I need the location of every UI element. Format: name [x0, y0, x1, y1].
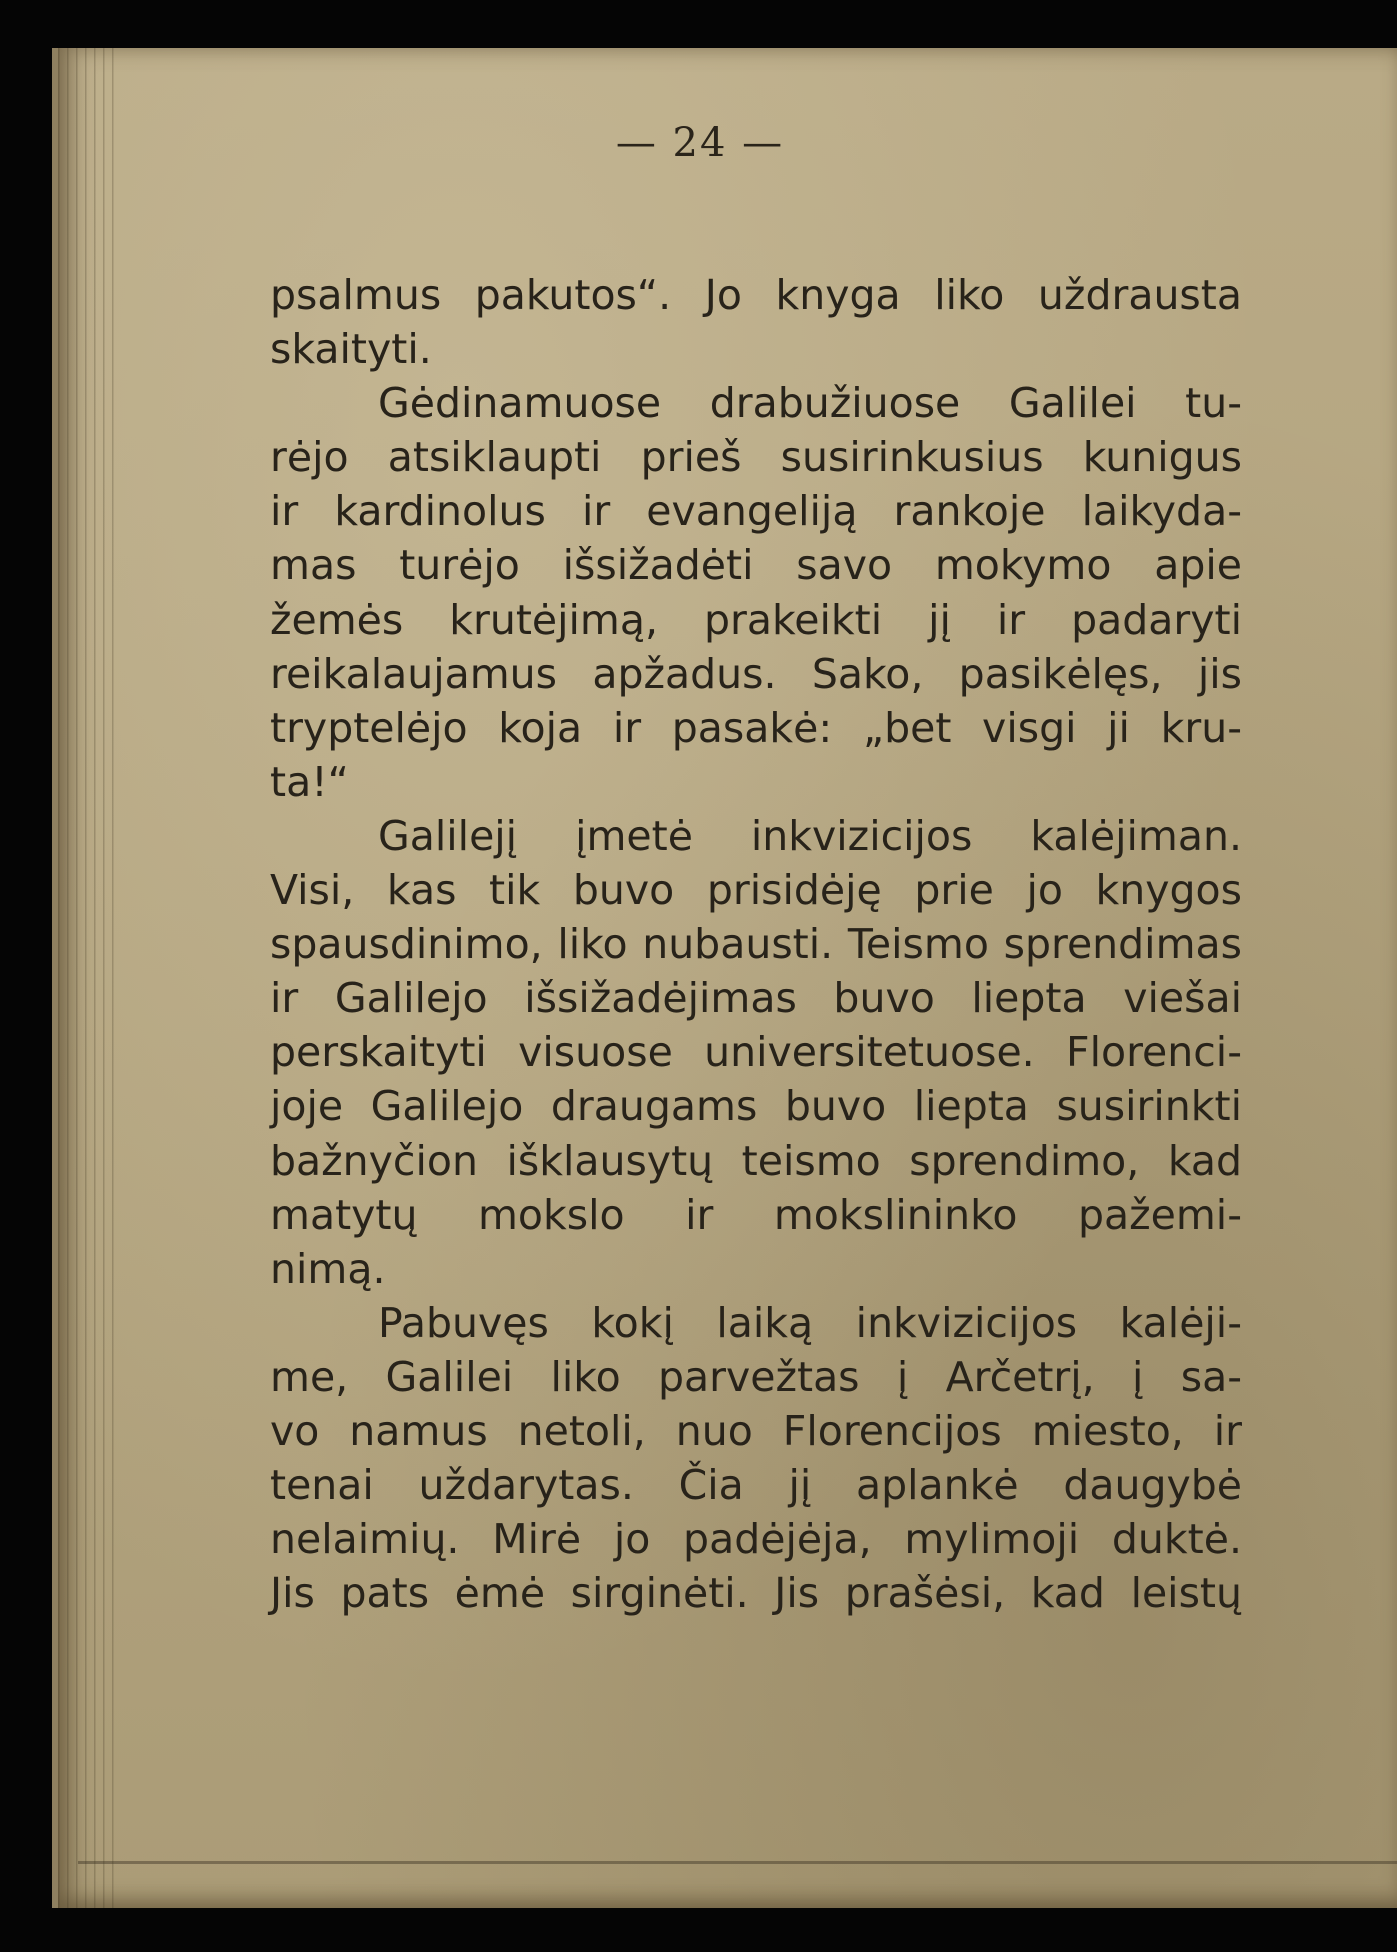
text-line: Jis pats ėmė sirginėti. Jis prašėsi, kad leistų — [270, 1569, 1242, 1618]
text-line: nimą. — [270, 1244, 386, 1293]
text-line: skaityti. — [270, 325, 432, 374]
page-bottom-edge — [78, 1861, 1397, 1864]
text-line: matytų mokslo ir mokslininko pažemi- — [270, 1190, 1242, 1239]
text-line: nelaimių. Mirė jo padėjėja, mylimoji duktė. — [270, 1515, 1242, 1564]
text-line: ta!“ — [270, 757, 349, 806]
text-line: tryptelėjo koja ir pasakė: „bet visgi ji kru- — [270, 703, 1242, 752]
text-line: Pabuvęs kokį laiką inkvizicijos kalėji- — [378, 1298, 1242, 1347]
text-line: vo namus netoli, nuo Florencijos miesto, ir — [270, 1406, 1242, 1455]
text-line: psalmus pakutos“. Jo knyga liko uždrausta — [270, 271, 1242, 319]
text-line: tenai uždarytas. Čia jį aplankė daugybė — [270, 1461, 1242, 1510]
page-binding-edge — [58, 48, 118, 1908]
text-line: me, Galilei liko parvežtas į Arčetrį, į sa- — [270, 1352, 1242, 1401]
text-line: perskaityti visuose universitetuose. Florenci- — [270, 1028, 1242, 1077]
text-line: rėjo atsiklaupti prieš susirinkusius kunigus — [270, 433, 1242, 482]
text-line: ir kardinolus ir evangeliją rankoje laikyda- — [270, 487, 1242, 536]
page-number: — 24 — — [615, 120, 785, 166]
text-line: spausdinimo, liko nubausti. Teismo sprendimas — [270, 920, 1242, 969]
text-line: joje Galilejo draugams buvo liepta susirinkti — [270, 1082, 1242, 1131]
text-line: reikalaujamus apžadus. Sako, pasikėlęs, jis — [270, 649, 1242, 698]
text-line: žemės krutėjimą, prakeikti jį ir padaryti — [270, 595, 1242, 644]
text-line: Gėdinamuose drabužiuose Galilei tu- — [378, 379, 1242, 428]
body-text — [270, 268, 1242, 1620]
text-line: Galilejį įmetė inkvizicijos kalėjiman. — [378, 811, 1242, 860]
text-line: bažnyčion išklausytų teismo sprendimo, kad — [270, 1136, 1242, 1185]
text-line: ir Galilejo išsižadėjimas buvo liepta viešai — [270, 974, 1242, 1023]
text-line: mas turėjo išsižadėti savo mokymo apie — [270, 541, 1242, 590]
text-line: Visi, kas tik buvo prisidėję prie jo knygos — [270, 866, 1242, 915]
